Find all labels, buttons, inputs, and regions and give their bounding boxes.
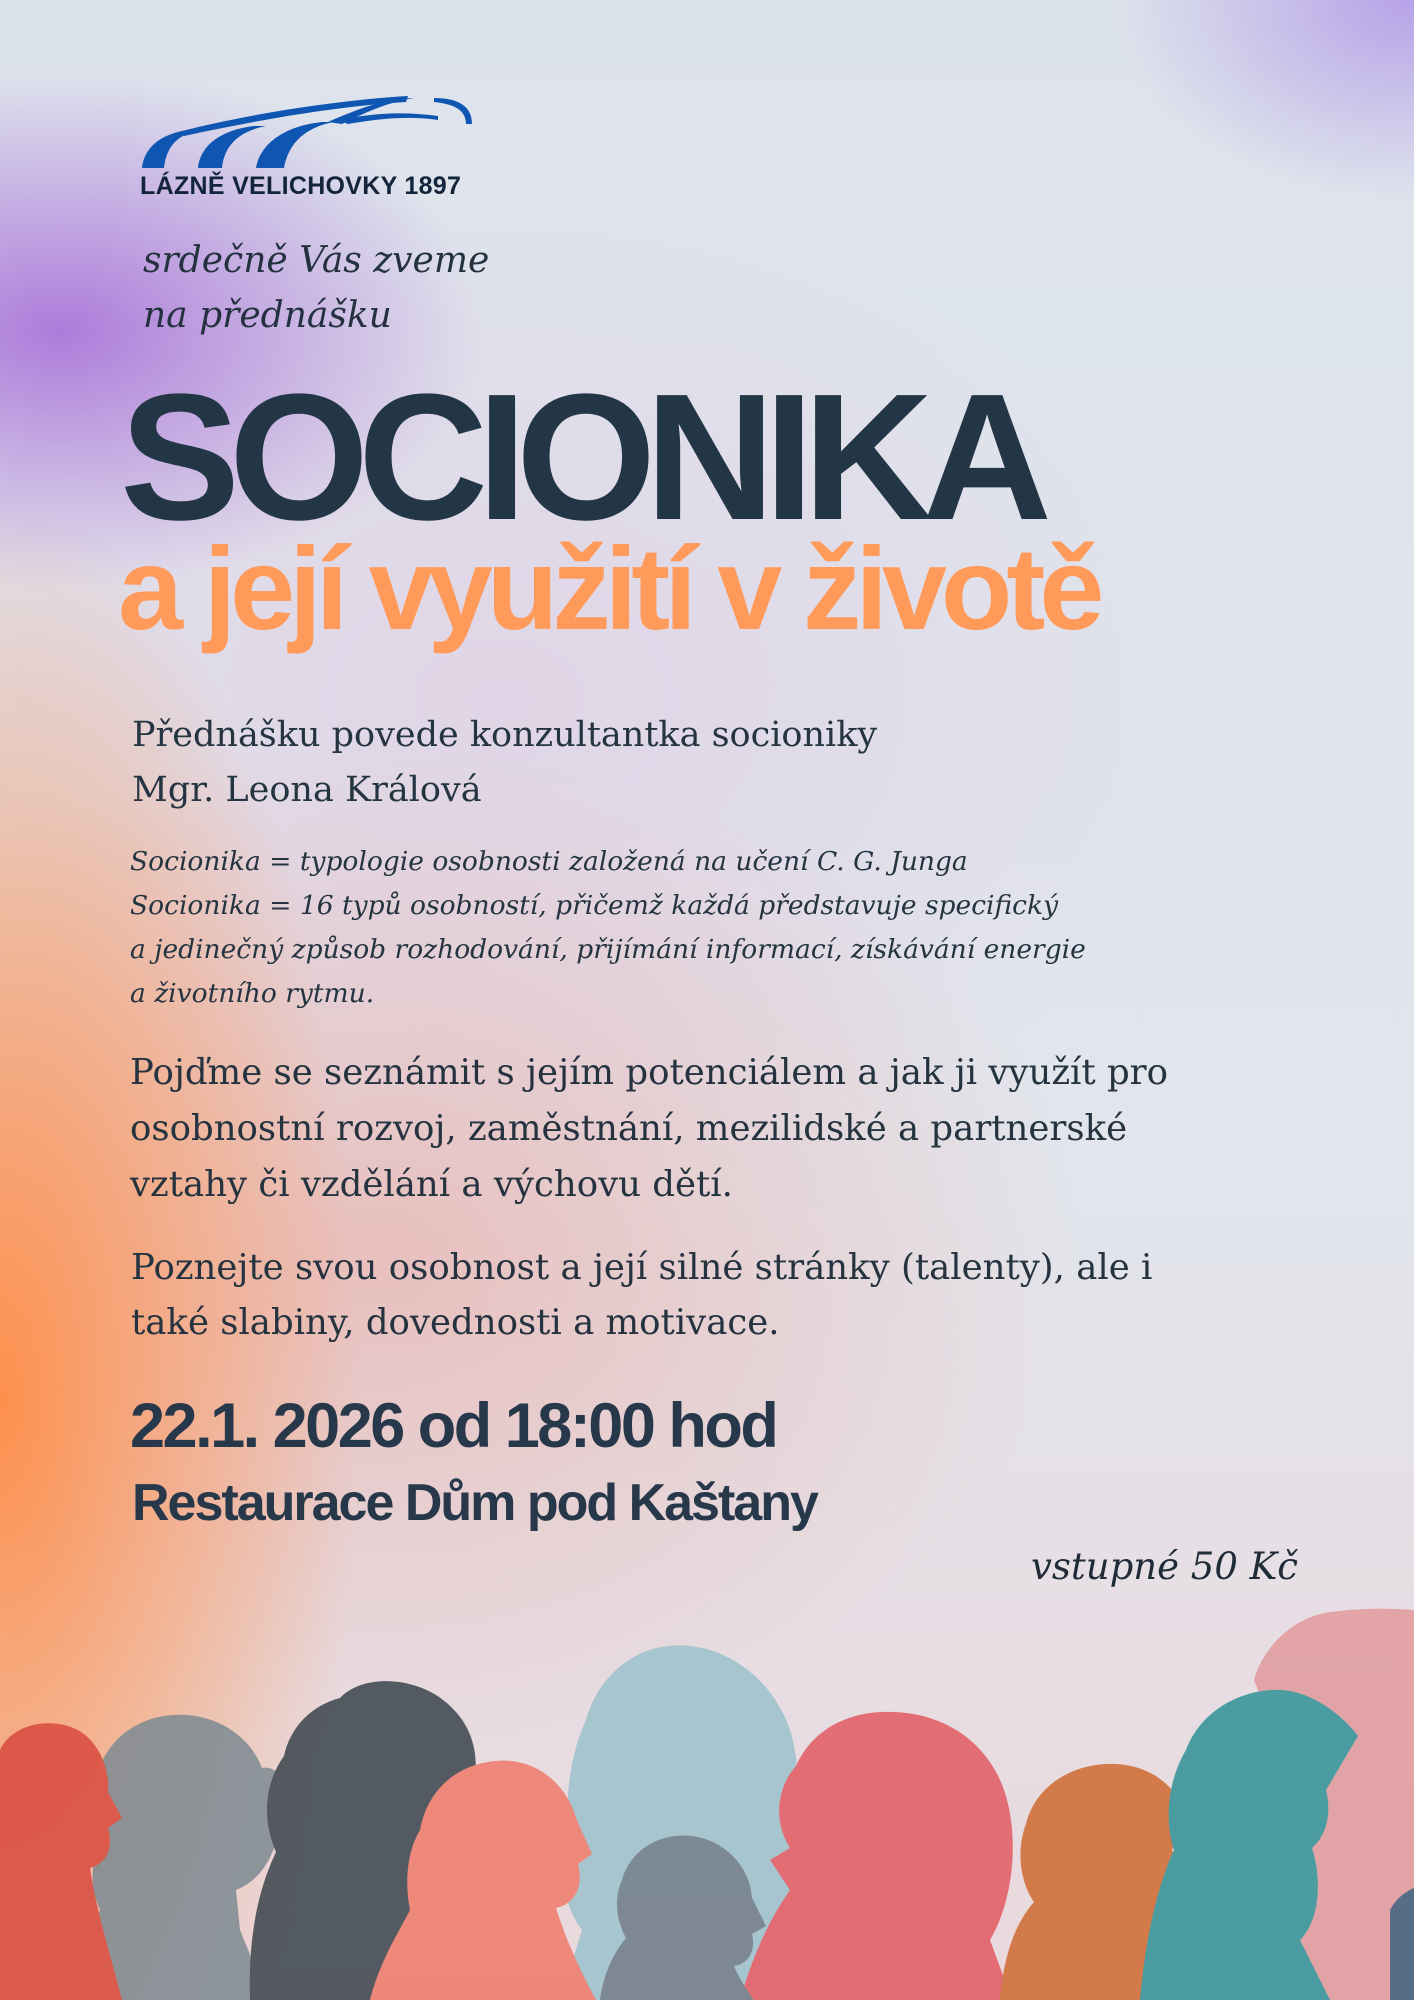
page-subtitle: a její využití v životě — [118, 523, 1099, 654]
description-line: Socionika = 16 typů osobností, přičemž každá představuje specifický — [130, 890, 1059, 921]
lecturer-line: Přednášku povede konzultantka socioniky — [132, 715, 878, 755]
logo-waves-icon — [138, 90, 473, 170]
page-title: SOCIONIKA — [120, 357, 1042, 558]
description — [130, 840, 1086, 1016]
logo-text: LÁZNĚ VELICHOVKY 1897 — [140, 172, 462, 200]
paragraph-line: osobnostní rozvoj, zaměstnání, mezilidské a partnerské — [130, 1108, 1128, 1149]
description-line: Socionika = typologie osobnosti založená na učení C. G. Junga — [130, 846, 968, 877]
paragraph-personality — [131, 1240, 1152, 1350]
paragraph-line: vztahy či vzdělání a výchovu dětí. — [130, 1164, 733, 1205]
event-venue: Restaurace Dům pod Kaštany — [132, 1474, 817, 1532]
logo — [138, 90, 473, 202]
paragraph-line: Pojďme se seznámit s jejím potenciálem a jak ji využít pro — [130, 1052, 1169, 1093]
lecturer-name: Mgr. Leona Králová — [132, 770, 482, 810]
event-datetime: 22.1. 2026 od 18:00 hod — [130, 1391, 777, 1461]
invitation-line: na přednášku — [143, 295, 392, 336]
paragraph-line: také slabiny, dovednosti a motivace. — [131, 1302, 780, 1343]
lecturer-info — [132, 708, 877, 818]
description-line: a životního rytmu. — [130, 978, 375, 1009]
invitation-text — [143, 233, 489, 343]
invitation-line: srdečně Vás zveme — [143, 240, 490, 281]
paragraph-potential — [130, 1045, 1168, 1213]
paragraph-line: Poznejte svou osobnost a její silné stránky (talenty), ale i — [131, 1247, 1153, 1288]
admission-price: vstupné 50 Kč — [1031, 1545, 1298, 1588]
description-line: a jedinečný způsob rozhodování, přijímání informací, získávání energie — [130, 934, 1086, 965]
